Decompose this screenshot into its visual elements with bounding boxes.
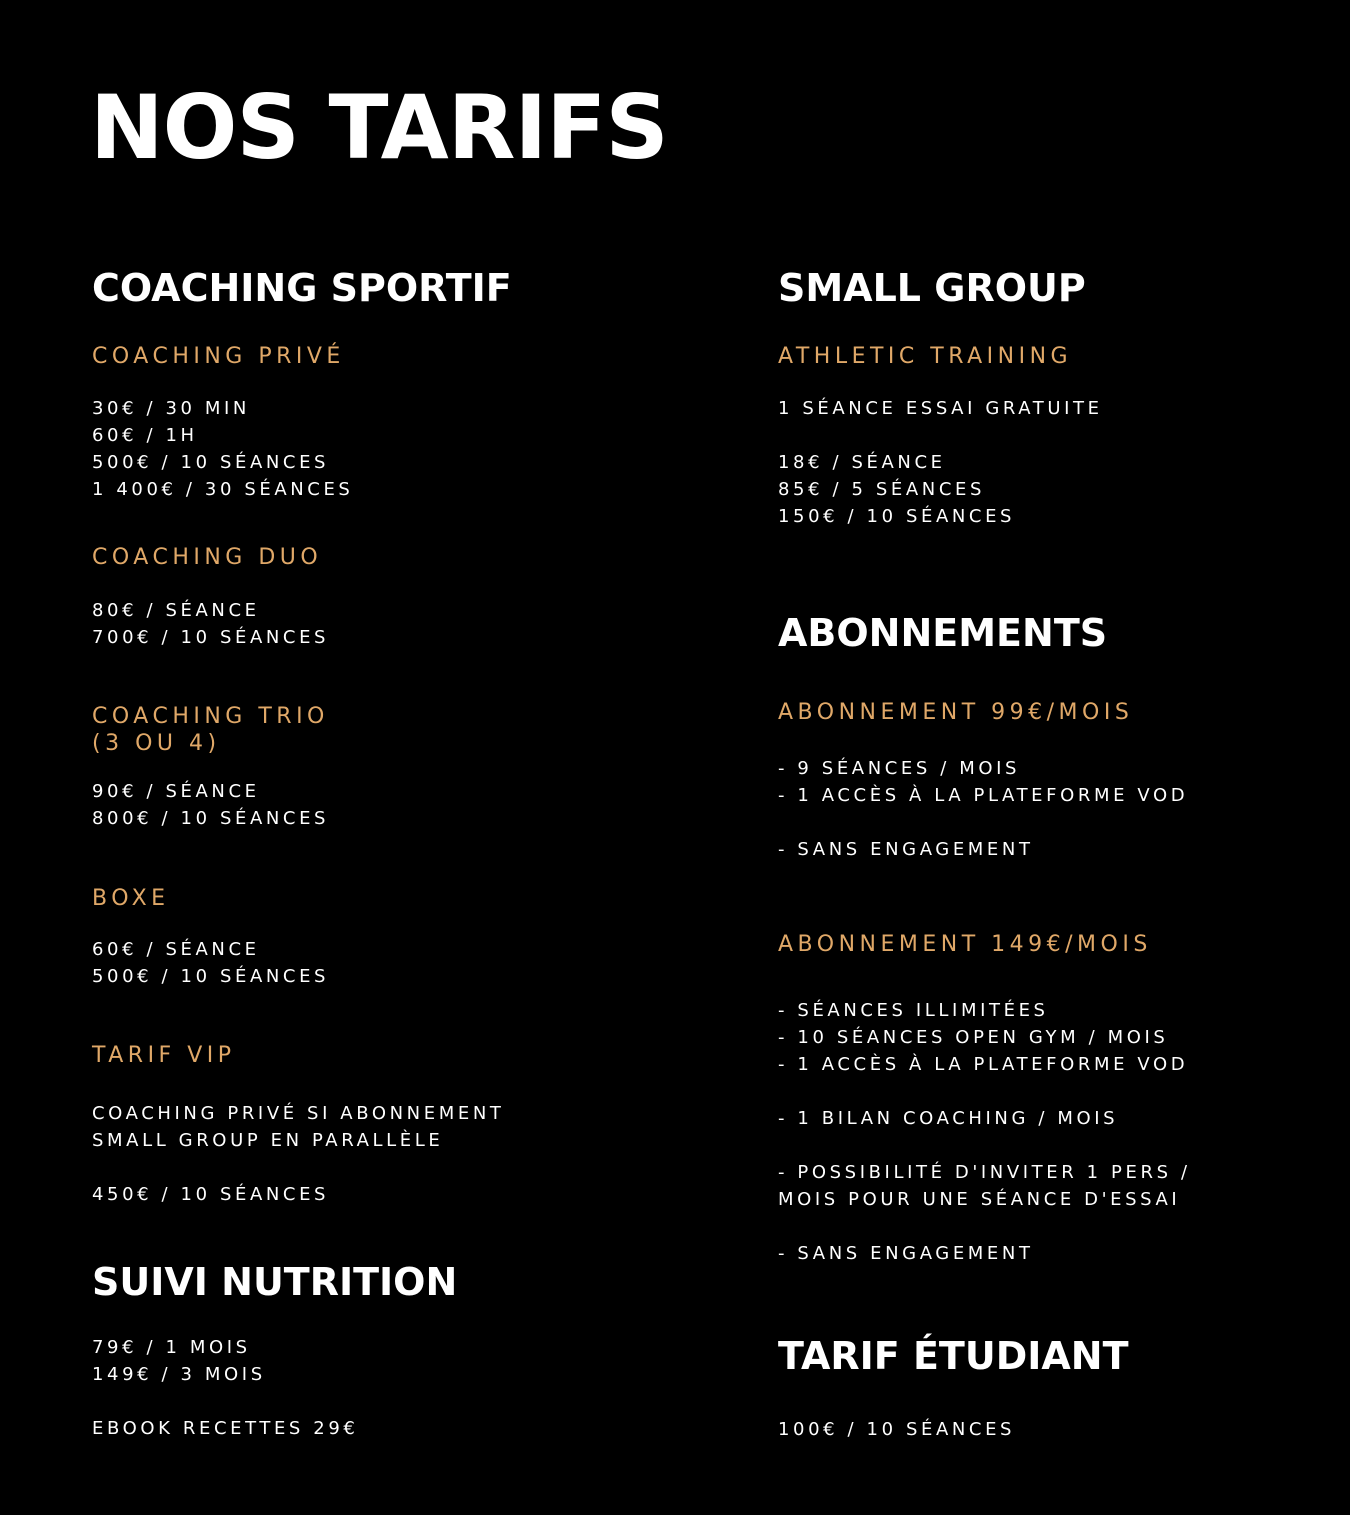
feature-line: - 1 ACCÈS À LA PLATEFORME VOD bbox=[778, 1054, 1189, 1075]
price-line: 90€ / SÉANCE bbox=[92, 781, 260, 802]
subheading-athletic-training: ATHLETIC TRAINING bbox=[778, 344, 1073, 369]
spacer-line bbox=[92, 1388, 358, 1415]
price-line: 149€ / 3 MOIS bbox=[92, 1364, 266, 1385]
price-line: 450€ / 10 SÉANCES bbox=[92, 1184, 330, 1205]
text-line: SMALL GROUP EN PARALLÈLE bbox=[92, 1130, 444, 1151]
feature-list-abonnement-99 bbox=[778, 755, 1188, 863]
price-list-coaching-trio bbox=[92, 778, 329, 832]
text-line: 1 SÉANCE ESSAI GRATUITE bbox=[778, 398, 1103, 419]
spacer-line bbox=[778, 809, 1188, 836]
price-line: 18€ / SÉANCE bbox=[778, 452, 946, 473]
price-line: 85€ / 5 SÉANCES bbox=[778, 479, 985, 500]
section-heading-small-group: SMALL GROUP bbox=[778, 266, 1086, 310]
price-list-boxe bbox=[92, 936, 329, 990]
subheading-abonnement-149: ABONNEMENT 149€/MOIS bbox=[778, 932, 1152, 957]
price-line: EBOOK RECETTES 29€ bbox=[92, 1418, 359, 1439]
text-line: COACHING PRIVÉ SI ABONNEMENT bbox=[92, 1103, 505, 1124]
feature-line: - SÉANCES ILLIMITÉES bbox=[778, 1000, 1049, 1021]
subheading-abonnement-99: ABONNEMENT 99€/MOIS bbox=[778, 700, 1134, 725]
left-column bbox=[92, 0, 712, 1515]
subheading-coaching-trio-detail: (3 OU 4) bbox=[92, 731, 221, 756]
section-heading-tarif-etudiant: TARIF ÉTUDIANT bbox=[778, 1334, 1129, 1378]
feature-line: - POSSIBILITÉ D'INVITER 1 PERS / bbox=[778, 1162, 1191, 1183]
right-column bbox=[778, 0, 1338, 1515]
price-line: 79€ / 1 MOIS bbox=[92, 1337, 251, 1358]
price-list-nutrition bbox=[92, 1334, 358, 1442]
subheading-tarif-vip: TARIF VIP bbox=[92, 1043, 236, 1068]
page-title: NOS TARIFS bbox=[90, 76, 668, 179]
price-line: 60€ / SÉANCE bbox=[92, 939, 260, 960]
price-list-tarif-etudiant bbox=[778, 1416, 1015, 1443]
spacer-line bbox=[778, 1078, 1191, 1105]
subheading-coaching-prive: COACHING PRIVÉ bbox=[92, 344, 345, 369]
section-heading-abonnements: ABONNEMENTS bbox=[778, 611, 1108, 655]
price-list-tarif-vip bbox=[92, 1100, 504, 1208]
subheading-coaching-duo: COACHING DUO bbox=[92, 545, 323, 570]
price-list-coaching-prive bbox=[92, 395, 353, 503]
spacer-line bbox=[778, 1132, 1191, 1159]
price-line: 500€ / 10 SÉANCES bbox=[92, 452, 330, 473]
spacer-line bbox=[778, 1213, 1191, 1240]
price-line: 500€ / 10 SÉANCES bbox=[92, 966, 330, 987]
spacer-line bbox=[92, 1154, 504, 1181]
feature-line: - 1 BILAN COACHING / MOIS bbox=[778, 1108, 1119, 1129]
feature-line: - 10 SÉANCES OPEN GYM / MOIS bbox=[778, 1027, 1169, 1048]
subheading-boxe: BOXE bbox=[92, 886, 170, 911]
section-heading-suivi-nutrition: SUIVI NUTRITION bbox=[92, 1260, 458, 1304]
feature-line: - SANS ENGAGEMENT bbox=[778, 839, 1034, 860]
price-line: 60€ / 1H bbox=[92, 425, 198, 446]
feature-line: - 9 SÉANCES / MOIS bbox=[778, 758, 1021, 779]
price-line: 700€ / 10 SÉANCES bbox=[92, 627, 330, 648]
price-line: 80€ / SÉANCE bbox=[92, 600, 260, 621]
price-line: 1 400€ / 30 SÉANCES bbox=[92, 479, 354, 500]
subheading-coaching-trio: COACHING TRIO bbox=[92, 704, 329, 729]
price-line: 100€ / 10 SÉANCES bbox=[778, 1419, 1016, 1440]
feature-line: - SANS ENGAGEMENT bbox=[778, 1243, 1034, 1264]
price-list-coaching-duo bbox=[92, 597, 329, 651]
price-list-athletic-training bbox=[778, 395, 1103, 530]
feature-list-abonnement-149 bbox=[778, 997, 1191, 1267]
section-heading-coaching-sportif: COACHING SPORTIF bbox=[92, 266, 512, 310]
spacer-line bbox=[778, 422, 1103, 449]
price-line: 800€ / 10 SÉANCES bbox=[92, 808, 330, 829]
feature-line: MOIS POUR UNE SÉANCE D'ESSAI bbox=[778, 1189, 1181, 1210]
price-line: 30€ / 30 MIN bbox=[92, 398, 250, 419]
feature-line: - 1 ACCÈS À LA PLATEFORME VOD bbox=[778, 785, 1189, 806]
price-line: 150€ / 10 SÉANCES bbox=[778, 506, 1016, 527]
